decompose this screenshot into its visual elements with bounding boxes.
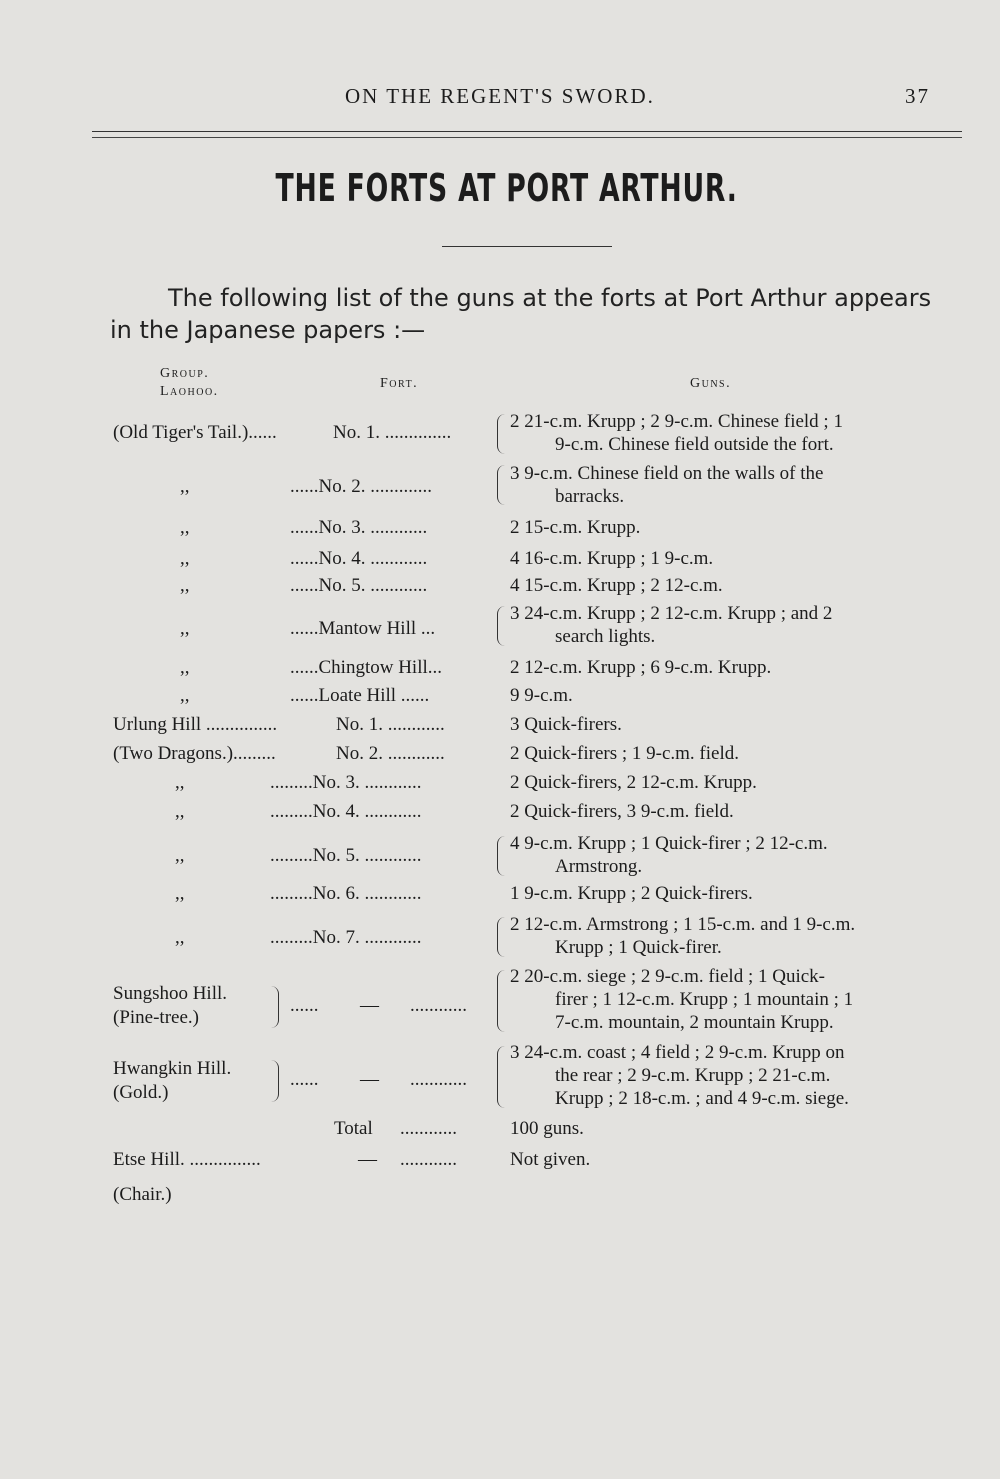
total-label: Total — [334, 1118, 373, 1139]
guns-cell: 2 15-c.m. Krupp. — [510, 517, 641, 538]
guns-cell: 3 Quick-firers. — [510, 714, 622, 735]
fort-cell: ......Chingtow Hill... — [290, 657, 443, 678]
running-head — [0, 84, 1000, 112]
group-column-header: Group. — [160, 366, 210, 381]
running-title: ON THE REGENT'S SWORD. — [345, 84, 655, 108]
fort-cell: .........No. 5. ............ — [270, 845, 422, 866]
brace — [497, 917, 508, 957]
group-cell: ,, — [180, 517, 190, 538]
title-rule — [442, 246, 612, 247]
fort-cell: ...... — [290, 1069, 319, 1090]
guns-cell: 2 Quick-firers, 2 12-c.m. Krupp. — [510, 772, 757, 793]
fort-cell: .........No. 6. ............ — [270, 883, 422, 904]
guns-cell: 2 Quick-firers, 3 9-c.m. field. — [510, 801, 734, 822]
page-number: 37 — [905, 84, 930, 108]
guns-cell: 3 9-c.m. Chinese field on the walls of the barracks. — [510, 463, 824, 507]
brace — [497, 414, 508, 454]
leader-dots: ............ — [400, 1118, 457, 1139]
group-cell: Urlung Hill ............... — [113, 714, 278, 735]
guns-cell: 2 Quick-firers ; 1 9-c.m. field. — [510, 743, 739, 764]
guns-cell: 4 15-c.m. Krupp ; 2 12-c.m. — [510, 575, 723, 596]
group-cell: ,, — [175, 845, 185, 866]
leader-dots: ............ — [410, 995, 467, 1016]
fort-cell: ......No. 5. ............ — [290, 575, 428, 596]
dash: — — [360, 1069, 379, 1090]
guns-cell: 4 9-c.m. Krupp ; 1 Quick-firer ; 2 12-c.m. Armstrong. — [510, 833, 828, 877]
guns-cell: 2 21-c.m. Krupp ; 2 9-c.m. Chinese field ; 1 9-c.m. Chinese field outside the fort. — [510, 411, 843, 455]
intro-text: The following list of the guns at the forts at Port Arthur appears in the Japanese papers :— — [110, 284, 932, 344]
group-cell: (Two Dragons.)......... — [113, 743, 276, 764]
dash: — — [360, 995, 379, 1016]
guns-cell: 1 9-c.m. Krupp ; 2 Quick-firers. — [510, 883, 753, 904]
guns-cell: Not given. — [510, 1149, 591, 1170]
group-cell-sub: (Gold.) — [113, 1082, 169, 1103]
group-cell: Hwangkin Hill. — [113, 1058, 232, 1079]
fort-cell: No. 1. ............ — [336, 714, 445, 735]
fort-cell: ......No. 2. ............. — [290, 476, 432, 497]
group-cell: ,, — [180, 548, 190, 569]
brace — [497, 606, 508, 646]
guns-cell: 4 16-c.m. Krupp ; 1 9-c.m. — [510, 548, 714, 569]
group-cell: ,, — [175, 883, 185, 904]
fort-column-header: Fort. — [380, 376, 419, 391]
intro-paragraph — [110, 282, 955, 346]
group-cell: ,, — [175, 927, 185, 948]
leader-dots: ............ — [410, 1069, 467, 1090]
guns-cell: 3 24-c.m. coast ; 4 field ; 2 9-c.m. Krupp on the rear ; 2 9-c.m. Krupp ; 2 21-c.m. Krupp ; 2 18-c.m. ; and 4 9-c.m. siege. — [510, 1042, 849, 1109]
brace — [497, 970, 508, 1032]
guns-column-header: Guns. — [690, 376, 732, 391]
group-brace — [270, 1060, 279, 1102]
group-cell: ,, — [180, 575, 190, 596]
group-cell: ,, — [180, 685, 190, 706]
fort-cell: .........No. 4. ............ — [270, 801, 422, 822]
group-cell: ,, — [180, 476, 190, 497]
fort-cell: No. 2. ............ — [336, 743, 445, 764]
group-brace — [270, 986, 279, 1028]
fort-cell: ......No. 3. ............ — [290, 517, 428, 538]
brace — [497, 836, 508, 876]
dash: — — [358, 1149, 377, 1170]
guns-cell: 3 24-c.m. Krupp ; 2 12-c.m. Krupp ; and 2 search lights. — [510, 603, 833, 647]
fort-cell: No. 1. .............. — [333, 422, 452, 443]
group-cell-sub: (Chair.) — [113, 1184, 172, 1205]
fort-cell: ...... — [290, 995, 319, 1016]
guns-cell: 2 20-c.m. siege ; 2 9-c.m. field ; 1 Quick- firer ; 1 12-c.m. Krupp ; 1 mountain ; 1 7-c.m. mountain, 2 mountain Krupp. — [510, 966, 854, 1033]
brace — [497, 465, 508, 505]
header-rule — [92, 131, 962, 138]
guns-cell: 9 9-c.m. — [510, 685, 573, 706]
guns-cell: 2 12-c.m. Krupp ; 6 9-c.m. Krupp. — [510, 657, 772, 678]
group-cell: ,, — [175, 801, 185, 822]
total-value: 100 guns. — [510, 1118, 584, 1139]
fort-cell: .........No. 7. ............ — [270, 927, 422, 948]
article-title: THE FORTS AT PORT ARTHUR. — [275, 166, 738, 210]
group-cell-sub: (Pine-tree.) — [113, 1007, 199, 1028]
fort-cell: .........No. 3. ............ — [270, 772, 422, 793]
fort-cell: ......Loate Hill ...... — [290, 685, 430, 706]
group-cell: ,, — [180, 618, 190, 639]
group-cell: (Old Tiger's Tail.)...... — [113, 422, 277, 443]
group-cell: ,, — [180, 657, 190, 678]
guns-cell: 2 12-c.m. Armstrong ; 1 15-c.m. and 1 9-c.m. Krupp ; 1 Quick-firer. — [510, 914, 856, 958]
group-cell: Sungshoo Hill. — [113, 983, 228, 1004]
group-subheader: Laohoo. — [160, 384, 219, 399]
group-cell: ,, — [175, 772, 185, 793]
fort-cell: ......Mantow Hill ... — [290, 618, 436, 639]
leader-dots: ............ — [400, 1149, 457, 1170]
fort-cell: ......No. 4. ............ — [290, 548, 428, 569]
brace — [497, 1046, 508, 1108]
group-cell: Etse Hill. ............... — [113, 1149, 261, 1170]
